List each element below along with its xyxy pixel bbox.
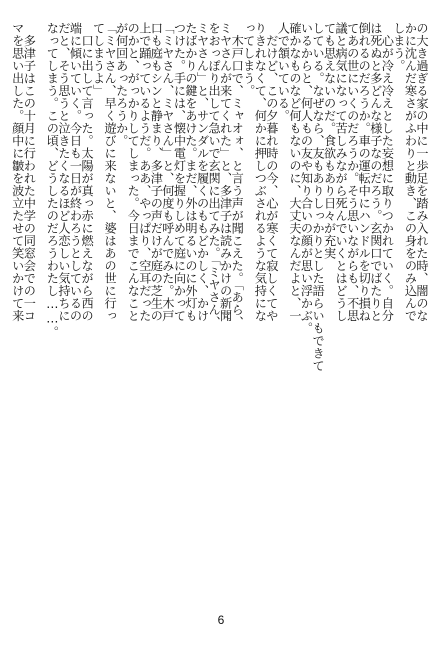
text-column: だけど、この夕暮れ時の今、心が寒くて寂しくてや [264, 22, 279, 322]
text-column: 木戸口で、ミャオォ、と言う声が聞こえた。「あら、 [230, 22, 245, 329]
text-column: てあの世にいくのだろうか。そう思いながらも、不思 [345, 22, 360, 322]
text-column: は死ぬと多どんな様子なのだろう。玄関口でばたりと [368, 22, 383, 322]
text-column: 人で頷いている。 [276, 22, 291, 122]
text-column: てしまうよ」 [91, 22, 106, 97]
text-column: マを思い出した。顔中に皺を波立たせて笑いかけて来 [10, 22, 25, 322]
text-column: ってしまう。 [241, 22, 256, 97]
text-column: ミヤさん」と、サンダルを履くのももどかしく、かけ [195, 22, 210, 322]
text-column: ても思えないのだ。食欲もあり日々が充実 [322, 22, 337, 260]
text-column: 口も庭もシンと静まり、多津子の声だけが庭の芝生の [149, 22, 164, 322]
text-column: 上で踊っているようだ。ああ、やっぱり、空耳だった [137, 22, 152, 322]
text-column: 「ミヤさん、ミヤさん」と、何度も呼んでみた。木戸 [160, 22, 175, 322]
text-column: いるからと、何人もの友や知り合いの顔が思い浮かぶ。 [299, 22, 314, 335]
text-column: 口に出して言った。太陽が真っ赤に燃えながら西の [80, 22, 95, 322]
text-column: 多津子はこの十月に行われた中学の同窓会での一コ [22, 22, 37, 322]
text-column: かに沈んだ寒さがふわりと動き、この身をのみ込んで [403, 22, 418, 322]
text-column: のかと、がっかりしてしまった。今日までこんなこと [126, 22, 141, 322]
text-column: している。なぜなら、友もありしっかりとした語らいもできて [311, 22, 326, 372]
text-column: 端に傾いていく。今日も一日が終わろうとしているの [68, 22, 83, 322]
text-column: だと、そう思うと泣きたくなるほど人恋しい気持ちに [56, 22, 71, 322]
text-column: つけた。手には、懐中電灯を握りしめて庭に向かって [172, 22, 187, 322]
page-number: 6 [217, 613, 225, 627]
text-column: の大き過ぎる家の中に一歩足を踏み入れた時、闇のな [415, 22, 429, 322]
text-column: 確かなものなど何もないのに、大丈夫なんだよと、一 [287, 22, 302, 322]
text-column: しまう。 [391, 22, 406, 72]
text-column: をおっぽり出して急いで玄関に出てみた。「ミヤさん、 [207, 22, 222, 329]
text-column: たばかりの鍵をあけた。まだ、外は明るいのに外灯も [184, 22, 198, 322]
text-column: 「ミヤさん、早く遊びに来ないと、婆はあの世に行っ [103, 22, 118, 322]
text-column: が何回あったろうか。 [114, 22, 129, 147]
text-column: なってしまう。この頃、どうしたのだろうわたし……。 [45, 22, 60, 339]
text-column: ミヤさんが来てくれた」と、多津子は読みかけの新聞 [218, 22, 233, 322]
text-column: りきれなくて、何かに押しつぶされるような気持にな [253, 22, 268, 322]
text-column: 心が冷え冷えとした妄想に取りつかれていく。自分 [380, 22, 395, 322]
text-column: 議と病気になって苦しみながら死んでいくとはどうし [334, 22, 349, 322]
text-column: 倒れるのだろうか。車の運転中にハンドルを切り損ね [357, 22, 372, 322]
